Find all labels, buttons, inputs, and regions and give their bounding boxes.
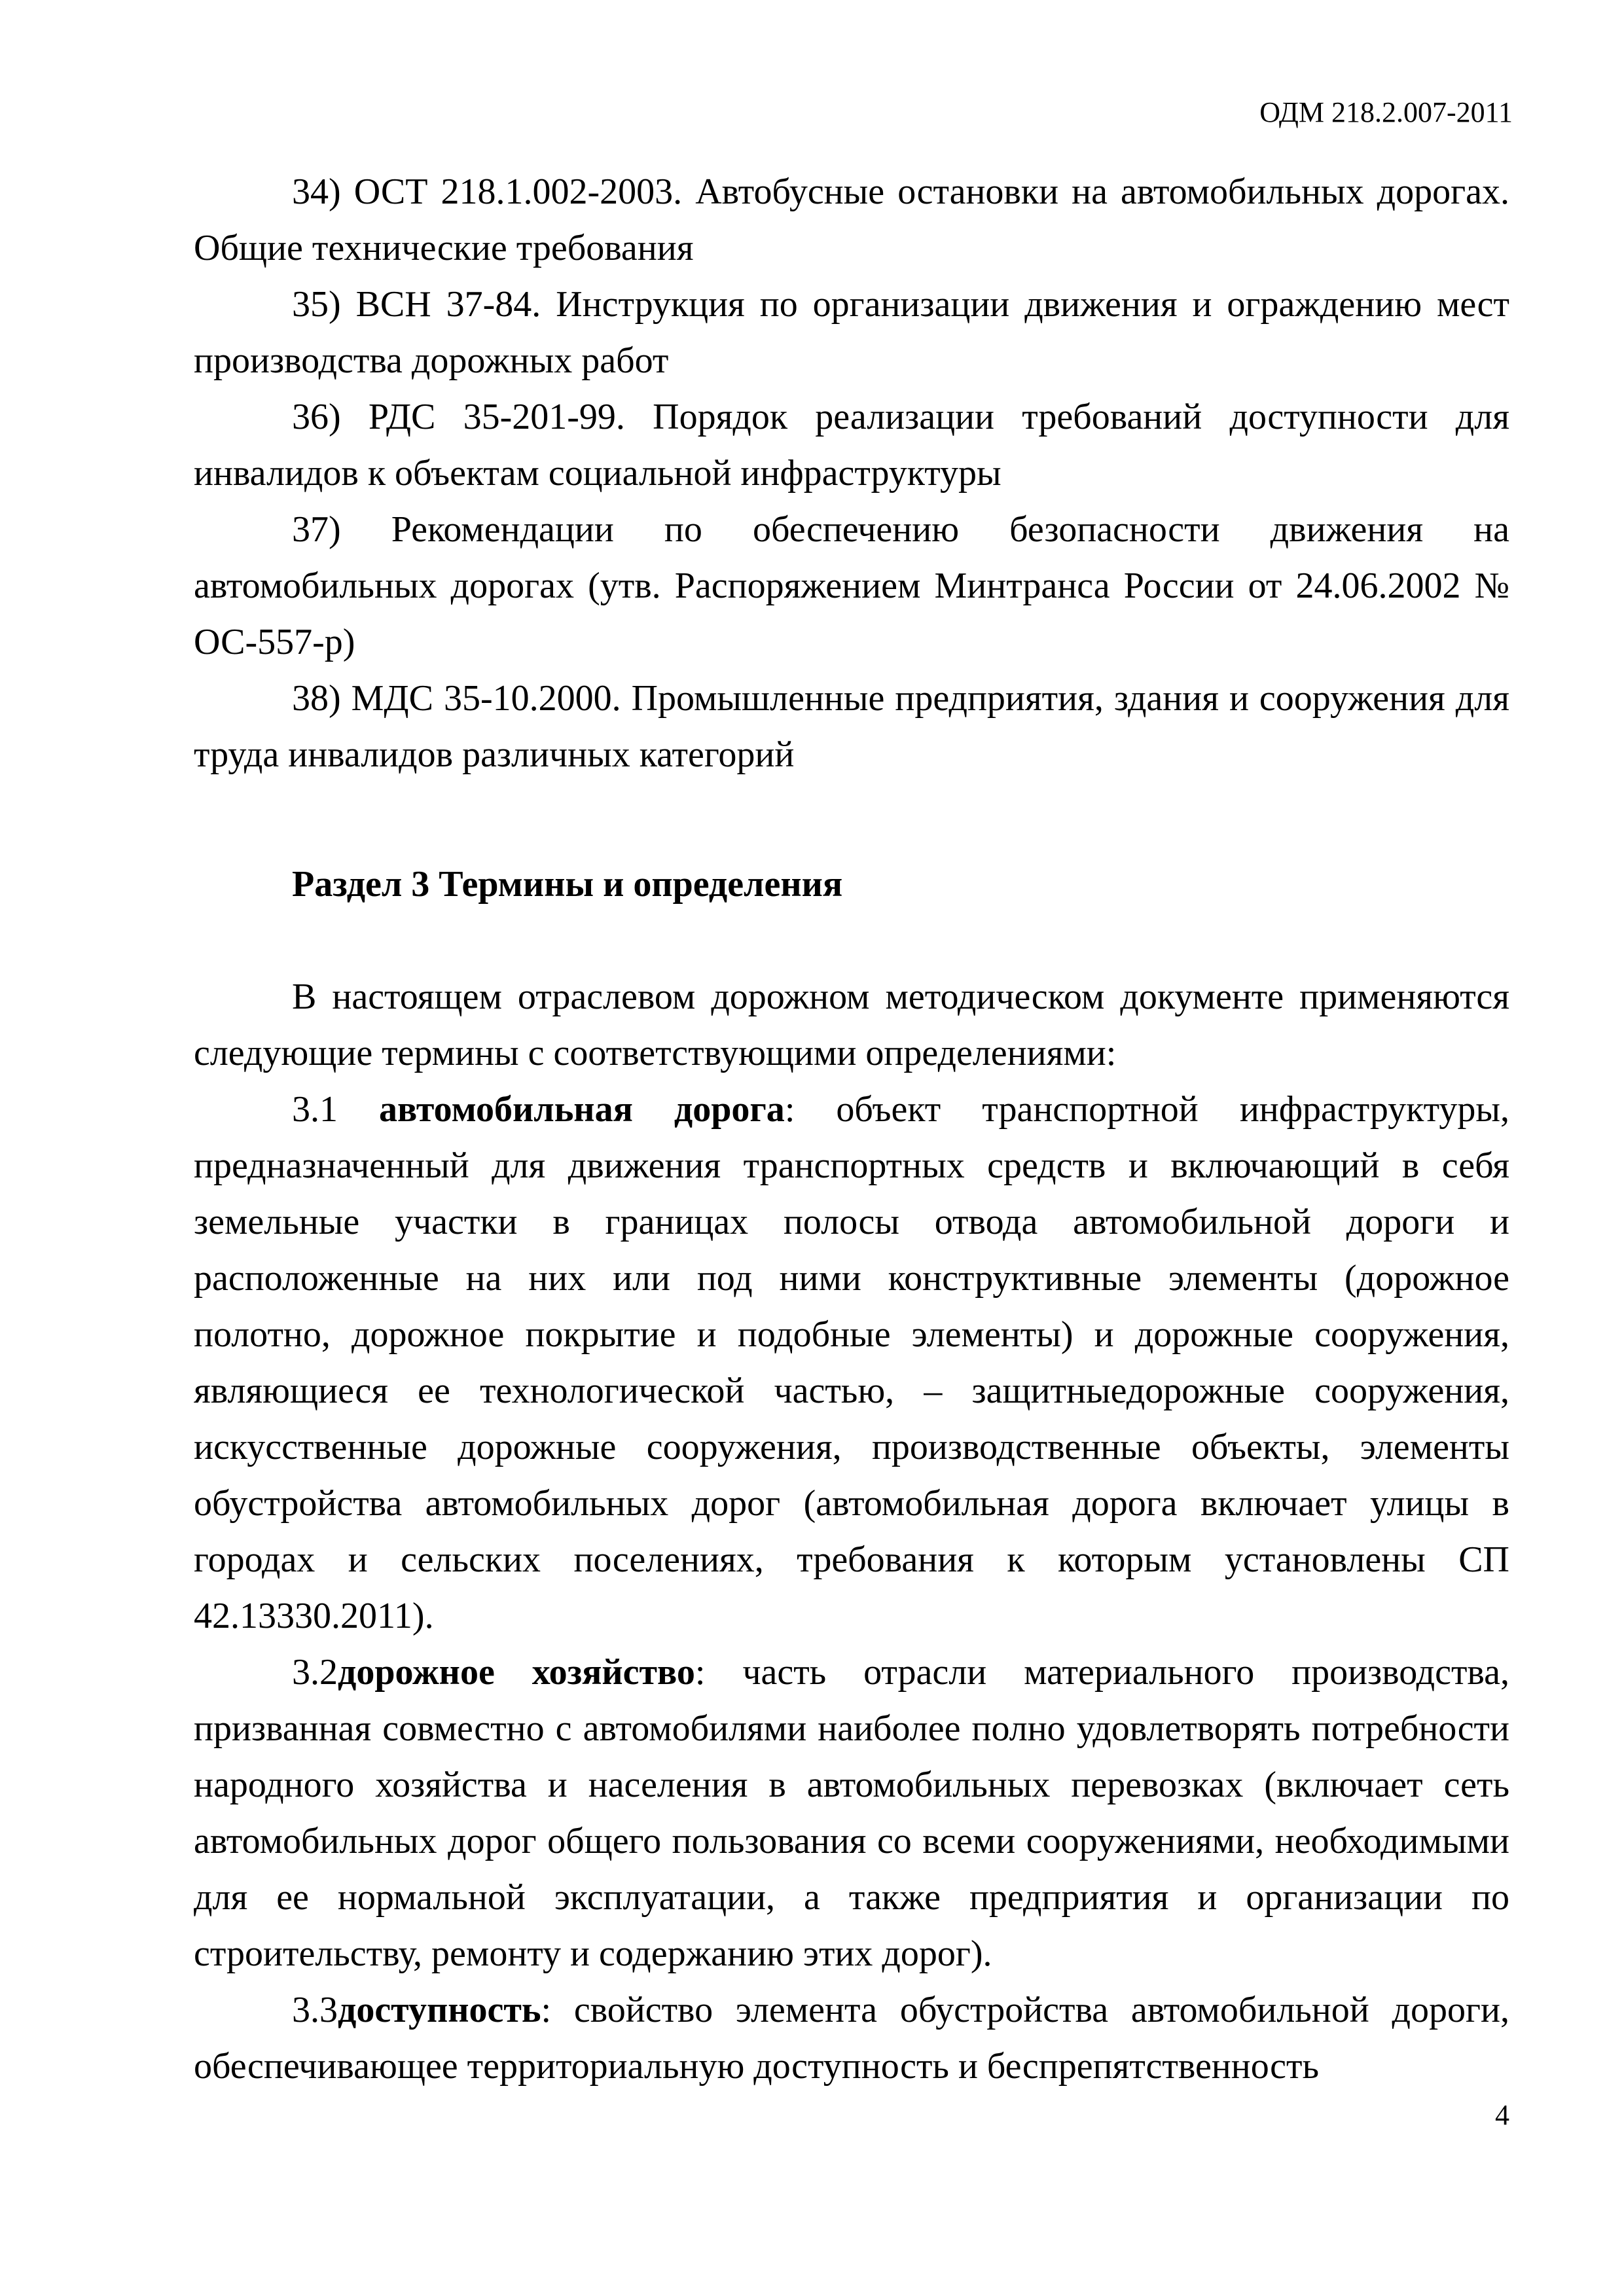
term-number: 3.2 [292,1652,338,1693]
page-number: 4 [1495,2099,1509,2131]
term-definition-text: : часть отрасли материального производства, призванная совместно с автомобилями наиболее полно удовлетворять потребности народного хозяйства и населения в автомобильных перевозках (включает сеть автомобильных дорог общего пользования со всеми сооружениями, необходимыми для ее нормальной эксплуатации, а также предприятия и организации по строительству, ремонту и содержанию этих дорог). [194,1652,1509,1974]
document-code-header: ОДМ 218.2.007-2011 [1259,96,1513,128]
term-name: доступность [338,1990,541,2030]
term-name: дорожное хозяйство [338,1652,695,1693]
section-intro: В настоящем отраслевом дорожном методическом документе применяются следующие термины с соответствующими определениями: [194,977,1509,1073]
document-body [194,164,1509,2094]
reference-item-36: 36) РДС 35-201-99. Порядок реализации требований доступности для инвалидов к объектам социальной инфраструктуры [194,397,1509,493]
section-title: Раздел 3 Термины и определения [292,864,843,905]
term-definition-text: : свойство элемента обустройства автомобильной дороги, обеспечивающее территориальную доступность и беспрепятственность [194,1990,1509,2087]
reference-item-37: 37) Рекомендации по обеспечению безопасности движения на автомобильных дорогах (утв. Распоряжением Минтранса России от 24.06.2002 № ОС-557-р) [194,509,1509,662]
term-number: 3.3 [292,1990,338,2030]
reference-item-38: 38) МДС 35-10.2000. Промышленные предприятия, здания и сооружения для труда инвалидов различных категорий [194,678,1509,775]
term-definition-3-3 [194,1982,1509,2094]
reference-item-35: 35) ВСН 37-84. Инструкция по организации движения и ограждению мест производства дорожных работ [194,284,1509,381]
term-definition-3-1 [194,1081,1509,1644]
reference-item-34: 34) ОСТ 218.1.002-2003. Автобусные остановки на автомобильных дорогах. Общие технические требования [194,171,1509,268]
term-number: 3.1 [292,1089,380,1130]
term-definition-3-2 [194,1644,1509,1982]
term-name: автомобильная дорога [379,1089,785,1130]
term-definition-text: : объект транспортной инфраструктуры, предназначенный для движения транспортных средств и включающий в себя земельные участки в границах полосы отвода автомобильной дороги и расположенные на них или под ними конструктивные элементы (дорожное полотно, дорожное покрытие и подобные элементы) и дорожные сооружения, являющиеся ее технологической частью, – защитныедорожные сооружения, искусственные дорожные сооружения, производственные объекты, элементы обустройства автомобильных дорог (автомобильная дорога включает улицы в городах и сельских поселениях, требования к которым установлены СП 42.13330.2011). [194,1089,1510,1636]
